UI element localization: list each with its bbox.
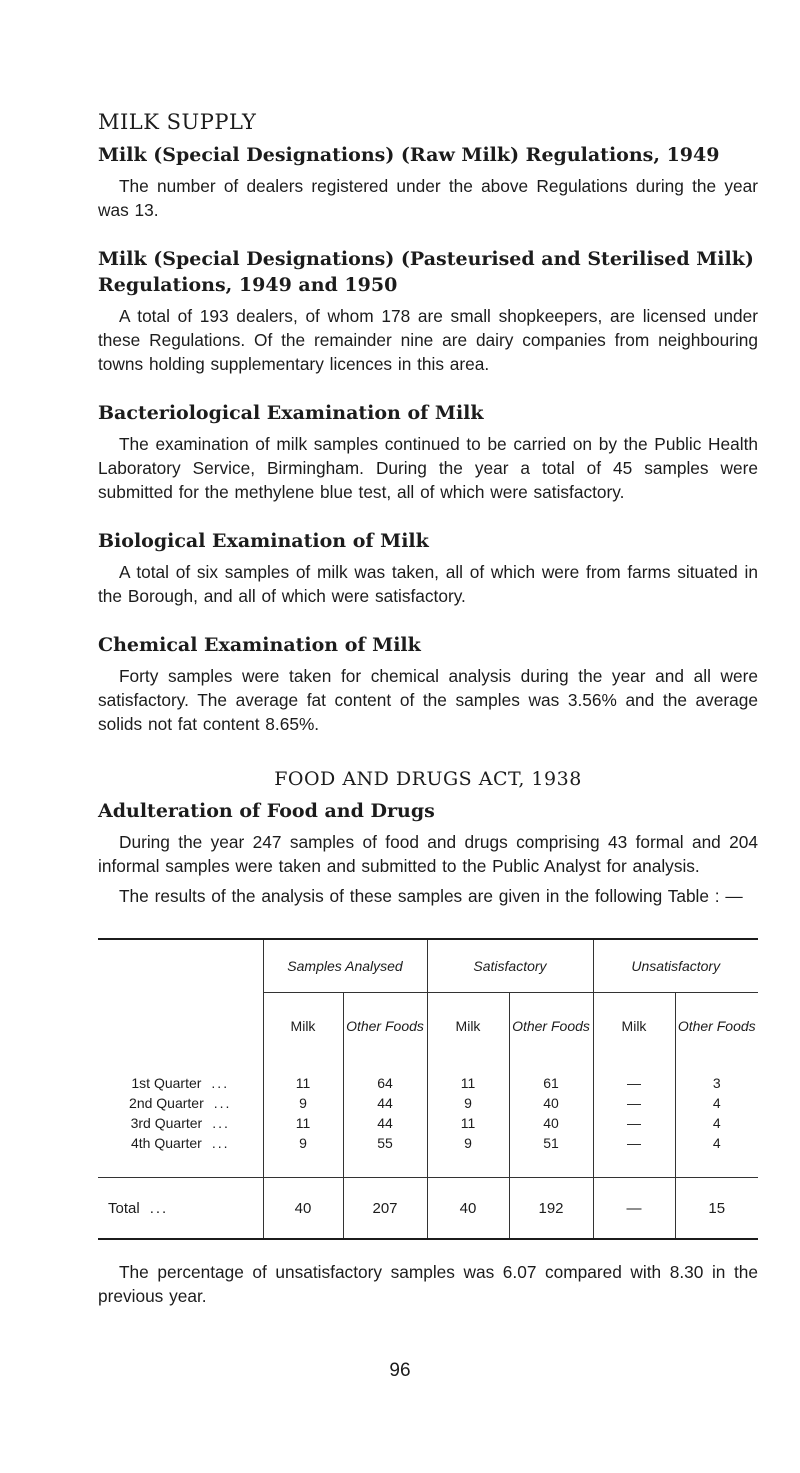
table-cell: 11	[427, 1113, 509, 1133]
group-header: Unsatisfactory	[593, 939, 758, 993]
table-cell: —	[593, 1059, 675, 1093]
section-heading: Milk (Special Designations) (Raw Milk) Regulations, 1949	[98, 144, 720, 166]
table-cell: —	[593, 1113, 675, 1133]
sub-header: Milk	[593, 993, 675, 1060]
samples-table	[98, 938, 758, 1240]
section-heading: Adulteration of Food and Drugs	[98, 800, 435, 822]
table-row	[98, 1093, 758, 1113]
table-cell: 4	[675, 1093, 758, 1113]
row-label: 4th Quarter ...	[131, 1135, 230, 1151]
table-cell: 4	[675, 1133, 758, 1178]
table-cell: 11	[427, 1059, 509, 1093]
table-row	[98, 1059, 758, 1093]
document-page	[98, 108, 758, 1308]
section-heading: Bacteriological Examination of Milk	[98, 402, 484, 424]
biological-section	[98, 528, 758, 608]
raw-milk-section	[98, 142, 758, 222]
table-cell: 44	[343, 1113, 427, 1133]
table-cell: 11	[263, 1113, 343, 1133]
row-label: Total ...	[98, 1178, 263, 1240]
pasteurised-milk-section	[98, 246, 758, 376]
sub-header: Milk	[427, 993, 509, 1060]
section-paragraph: A total of six samples of milk was taken, all of which were from farms situated in the Borough, and all of which were satisfactory.	[98, 562, 758, 606]
table-cell: —	[593, 1093, 675, 1113]
table-cell: 4	[675, 1113, 758, 1133]
row-label: 3rd Quarter ...	[130, 1115, 230, 1131]
table-row	[98, 1133, 758, 1178]
total-row	[98, 1178, 758, 1240]
sub-header: Other Foods	[675, 993, 758, 1060]
table-cell: —	[593, 1178, 675, 1240]
section-paragraph: Forty samples were taken for chemical analysis during the year and all were satisfactory. The average fat content of the samples was 3.56% and the average solids not fat content 8.65%.	[98, 666, 758, 734]
section-paragraph: A total of 193 dealers, of whom 178 are small shopkeepers, are licensed under these Regulations. Of the remainder nine are dairy companies from neighbouring towns holding supplementary licences in this area.	[98, 306, 758, 374]
chemical-section	[98, 632, 758, 736]
adulteration-section	[98, 798, 758, 908]
closing-note: The percentage of unsatisfactory samples was 6.07 compared with 8.30 in the previous year.	[98, 1262, 758, 1306]
table-cell: 40	[509, 1113, 593, 1133]
table-group-header	[98, 939, 758, 993]
table-cell: 61	[509, 1059, 593, 1093]
table-cell: 40	[263, 1178, 343, 1240]
table-cell: 207	[343, 1178, 427, 1240]
table-cell: 3	[675, 1059, 758, 1093]
section-heading: Chemical Examination of Milk	[98, 634, 421, 656]
main-heading: MILK SUPPLY	[98, 110, 257, 134]
table-cell: 44	[343, 1093, 427, 1113]
table-cell: 55	[343, 1133, 427, 1178]
table-cell: —	[593, 1133, 675, 1178]
section-paragraph: The results of the analysis of these samples are given in the following Table : —	[119, 886, 743, 906]
table-cell: 15	[675, 1178, 758, 1240]
table-cell: 9	[263, 1133, 343, 1178]
row-label: 2nd Quarter ...	[129, 1095, 232, 1111]
table-cell: 192	[509, 1178, 593, 1240]
sub-header: Milk	[263, 993, 343, 1060]
act-heading: FOOD AND DRUGS ACT, 1938	[274, 768, 582, 790]
row-label: 1st Quarter ...	[131, 1075, 230, 1091]
table-cell: 51	[509, 1133, 593, 1178]
sub-header: Other Foods	[343, 993, 427, 1060]
table-cell: 9	[427, 1093, 509, 1113]
group-header: Samples Analysed	[263, 939, 427, 993]
table-cell: 40	[427, 1178, 509, 1240]
section-heading: Milk (Special Designations) (Pasteurised and Sterilised Milk) Regulations, 1949 and 1950	[98, 248, 754, 296]
section-paragraph: During the year 247 samples of food and drugs comprising 43 formal and 204 informal samples were taken and submitted to the Public Analyst for analysis.	[98, 832, 758, 876]
table-cell: 9	[427, 1133, 509, 1178]
section-paragraph: The examination of milk samples continued to be carried on by the Public Health Laboratory Service, Birmingham. During the year a total of 45 samples were submitted for the methylene blue test, all of which were satisfactory.	[98, 434, 758, 502]
table-row	[98, 1113, 758, 1133]
table-cell: 40	[509, 1093, 593, 1113]
section-heading: Biological Examination of Milk	[98, 530, 429, 552]
sub-header: Other Foods	[509, 993, 593, 1060]
table-cell: 11	[263, 1059, 343, 1093]
page-number: 96	[389, 1360, 411, 1381]
group-header: Satisfactory	[427, 939, 593, 993]
table-cell: 64	[343, 1059, 427, 1093]
table-sub-header	[98, 993, 758, 1060]
bacteriological-section	[98, 400, 758, 504]
section-paragraph: The number of dealers registered under the above Regulations during the year was 13.	[98, 176, 758, 220]
table-cell: 9	[263, 1093, 343, 1113]
